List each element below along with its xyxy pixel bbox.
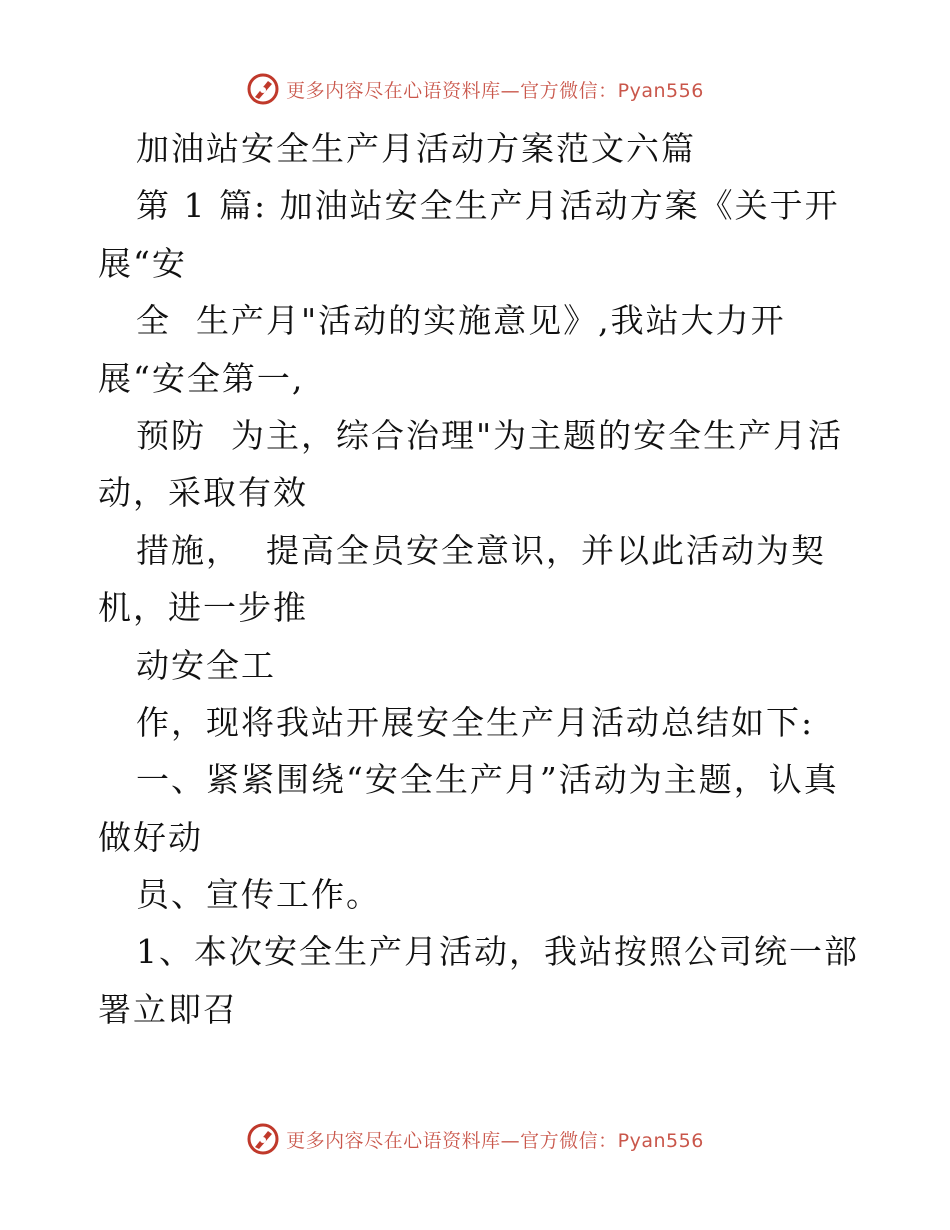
text-line: 员、宣传工作。: [136, 875, 381, 915]
text-line: 机，进一步推: [98, 588, 308, 628]
text-line: 展“安全第一,: [98, 358, 305, 398]
pen-logo-icon: [246, 72, 280, 106]
text-line: 预防 为主，综合治理"为主题的安全生产月活: [136, 415, 844, 455]
text-line: 第 1 篇: 加油站安全生产月活动方案《关于开: [136, 186, 840, 226]
text-line: 署立即召: [98, 989, 238, 1029]
watermark-text: 更多内容尽在心语资料库—官方微信：Pyan556: [286, 79, 704, 102]
text-line: 全 生产月"活动的实施意见》,我站大力开: [136, 301, 786, 341]
text-line: 加油站安全生产月活动方案范文六篇: [136, 129, 696, 168]
text-line: 做好动: [98, 817, 203, 857]
pen-logo-icon: [246, 1122, 280, 1156]
watermark-text: 更多内容尽在心语资料库—官方微信：Pyan556: [286, 1129, 704, 1152]
footer-watermark: [0, 1122, 950, 1156]
text-line: 作，现将我站开展安全生产月活动总结如下:: [136, 702, 815, 742]
text-line: 措施， 提高全员安全意识，并以此活动为契: [136, 530, 826, 570]
text-line: 一、紧紧围绕“安全生产月”活动为主题，认真: [136, 760, 839, 800]
text-line: 动，采取有效: [98, 473, 308, 513]
text-line: 1、本次安全生产月活动，我站按照公司统一部: [136, 932, 859, 972]
document-body: [98, 120, 868, 1038]
text-line: 动安全工: [136, 645, 276, 685]
text-line: 展“安: [98, 243, 187, 283]
header-watermark: [0, 72, 950, 106]
